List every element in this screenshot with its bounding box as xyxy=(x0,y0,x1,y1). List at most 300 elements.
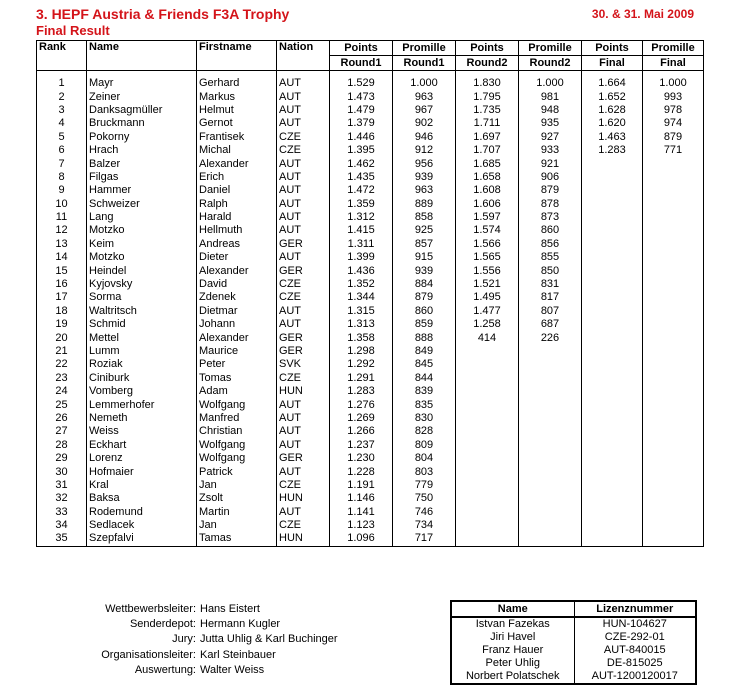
cell-rank: 2 xyxy=(37,90,87,103)
cell-rank: 16 xyxy=(37,278,87,291)
cell-nation: AUT xyxy=(277,104,330,117)
col-points-r1: Points xyxy=(330,41,393,56)
cell-promille-r2: 850 xyxy=(519,264,582,277)
cell-points-r1: 1.298 xyxy=(330,345,393,358)
cell-nation: AUT xyxy=(277,439,330,452)
cell-promille-r1: 956 xyxy=(393,157,456,170)
cell-promille-r2: 856 xyxy=(519,238,582,251)
cell-promille-r1: 835 xyxy=(393,398,456,411)
table-row xyxy=(37,465,704,478)
cell-rank: 22 xyxy=(37,358,87,371)
cell-points-final xyxy=(582,331,643,344)
table-row xyxy=(37,90,704,103)
judge-license: AUT-1200120017 xyxy=(574,670,696,684)
cell-rank: 12 xyxy=(37,224,87,237)
cell-rank: 18 xyxy=(37,305,87,318)
judge-row xyxy=(451,644,696,657)
cell-points-final xyxy=(582,278,643,291)
cell-points-r1: 1.141 xyxy=(330,506,393,519)
table-row xyxy=(37,305,704,318)
cell-name: Sorma xyxy=(87,291,197,304)
cell-promille-r2 xyxy=(519,385,582,398)
cell-promille-r1: 844 xyxy=(393,372,456,385)
cell-promille-final xyxy=(643,358,704,371)
cell-points-r1: 1.446 xyxy=(330,131,393,144)
cell-promille-final xyxy=(643,492,704,505)
cell-name: Hammer xyxy=(87,184,197,197)
cell-points-final xyxy=(582,372,643,385)
cell-firstname: Dieter xyxy=(197,251,277,264)
cell-points-r1: 1.473 xyxy=(330,90,393,103)
cell-points-r2: 1.795 xyxy=(456,90,519,103)
cell-promille-final xyxy=(643,412,704,425)
col-nation: Nation xyxy=(277,41,330,71)
cell-rank: 14 xyxy=(37,251,87,264)
cell-name: Heindel xyxy=(87,264,197,277)
cell-promille-final: 879 xyxy=(643,131,704,144)
cell-promille-r2 xyxy=(519,358,582,371)
sub-round2-promille: Round2 xyxy=(519,56,582,71)
cell-nation: AUT xyxy=(277,211,330,224)
cell-nation: AUT xyxy=(277,171,330,184)
cell-rank: 30 xyxy=(37,465,87,478)
cell-nation: HUN xyxy=(277,385,330,398)
official-row xyxy=(60,663,338,678)
cell-points-r1: 1.315 xyxy=(330,305,393,318)
cell-nation: AUT xyxy=(277,318,330,331)
cell-name: Schmid xyxy=(87,318,197,331)
cell-firstname: Alexander xyxy=(197,157,277,170)
table-row xyxy=(37,358,704,371)
cell-nation: HUN xyxy=(277,532,330,546)
cell-rank: 32 xyxy=(37,492,87,505)
cell-points-r2 xyxy=(456,452,519,465)
cell-firstname: Martin xyxy=(197,506,277,519)
judge-name: Peter Uhlig xyxy=(451,657,574,670)
cell-name: Eckhart xyxy=(87,439,197,452)
cell-name: Hrach xyxy=(87,144,197,157)
cell-name: Vomberg xyxy=(87,385,197,398)
cell-promille-final xyxy=(643,506,704,519)
cell-promille-r1: 859 xyxy=(393,318,456,331)
cell-name: Pokorny xyxy=(87,131,197,144)
cell-points-r1: 1.269 xyxy=(330,412,393,425)
col-points-r2: Points xyxy=(456,41,519,56)
cell-points-final: 1.463 xyxy=(582,131,643,144)
cell-nation: AUT xyxy=(277,425,330,438)
cell-nation: AUT xyxy=(277,224,330,237)
cell-points-r2 xyxy=(456,345,519,358)
cell-firstname: Jan xyxy=(197,519,277,532)
cell-points-final: 1.628 xyxy=(582,104,643,117)
col-name: Name xyxy=(87,41,197,71)
table-row xyxy=(37,157,704,170)
judges-table xyxy=(450,600,697,685)
cell-promille-r2 xyxy=(519,398,582,411)
table-row xyxy=(37,412,704,425)
cell-rank: 25 xyxy=(37,398,87,411)
table-row xyxy=(37,117,704,130)
cell-rank: 7 xyxy=(37,157,87,170)
cell-points-r1: 1.436 xyxy=(330,264,393,277)
page-title: 3. HEPF Austria & Friends F3A Trophy xyxy=(36,6,290,22)
table-row xyxy=(37,385,704,398)
cell-points-final xyxy=(582,251,643,264)
cell-promille-r1: 828 xyxy=(393,425,456,438)
cell-name: Ciniburk xyxy=(87,372,197,385)
cell-promille-final xyxy=(643,305,704,318)
cell-rank: 29 xyxy=(37,452,87,465)
cell-promille-r1: 912 xyxy=(393,144,456,157)
cell-firstname: Gerhard xyxy=(197,77,277,90)
table-row xyxy=(37,211,704,224)
table-row xyxy=(37,224,704,237)
cell-promille-r1: 946 xyxy=(393,131,456,144)
cell-promille-final xyxy=(643,345,704,358)
judge-name: Norbert Polatschek xyxy=(451,670,574,684)
official-row xyxy=(60,602,338,617)
cell-promille-final xyxy=(643,398,704,411)
cell-rank: 11 xyxy=(37,211,87,224)
cell-points-r1: 1.479 xyxy=(330,104,393,117)
cell-promille-r1: 717 xyxy=(393,532,456,546)
cell-promille-r1: 750 xyxy=(393,492,456,505)
cell-points-r2: 1.597 xyxy=(456,211,519,224)
cell-firstname: Manfred xyxy=(197,412,277,425)
cell-promille-r1: 939 xyxy=(393,171,456,184)
cell-points-r1: 1.228 xyxy=(330,465,393,478)
cell-promille-r1: 804 xyxy=(393,452,456,465)
cell-rank: 27 xyxy=(37,425,87,438)
cell-name: Weiss xyxy=(87,425,197,438)
cell-name: Lorenz xyxy=(87,452,197,465)
cell-promille-r1: 858 xyxy=(393,211,456,224)
cell-points-r2: 1.830 xyxy=(456,77,519,90)
cell-points-final xyxy=(582,452,643,465)
sub-round1-points: Round1 xyxy=(330,56,393,71)
cell-promille-r2: 879 xyxy=(519,184,582,197)
cell-points-r2: 1.608 xyxy=(456,184,519,197)
cell-points-final xyxy=(582,398,643,411)
cell-promille-r2: 948 xyxy=(519,104,582,117)
cell-name: Lang xyxy=(87,211,197,224)
cell-firstname: Harald xyxy=(197,211,277,224)
cell-points-r2: 414 xyxy=(456,331,519,344)
cell-firstname: Zsolt xyxy=(197,492,277,505)
cell-points-r1: 1.311 xyxy=(330,238,393,251)
official-name: Karl Steinbauer xyxy=(200,648,276,661)
cell-promille-r2 xyxy=(519,372,582,385)
col-firstname: Firstname xyxy=(197,41,277,71)
judge-license: HUN-104627 xyxy=(574,617,696,631)
cell-firstname: Wolfgang xyxy=(197,398,277,411)
cell-points-r1: 1.312 xyxy=(330,211,393,224)
cell-rank: 19 xyxy=(37,318,87,331)
judge-name: Istvan Fazekas xyxy=(451,617,574,631)
judge-row xyxy=(451,657,696,670)
cell-promille-r1: 1.000 xyxy=(393,77,456,90)
cell-nation: CZE xyxy=(277,291,330,304)
official-role: Jury: xyxy=(172,633,196,646)
judge-row xyxy=(451,617,696,631)
cell-points-r2 xyxy=(456,479,519,492)
cell-points-r2: 1.566 xyxy=(456,238,519,251)
table-row xyxy=(37,452,704,465)
cell-nation: CZE xyxy=(277,372,330,385)
cell-points-r1: 1.146 xyxy=(330,492,393,505)
cell-promille-final xyxy=(643,184,704,197)
cell-name: Roziak xyxy=(87,358,197,371)
cell-firstname: Michal xyxy=(197,144,277,157)
table-row xyxy=(37,425,704,438)
cell-points-final xyxy=(582,238,643,251)
sub-final-promille: Final xyxy=(643,56,704,71)
cell-points-final: 1.283 xyxy=(582,144,643,157)
cell-promille-final xyxy=(643,519,704,532)
cell-points-r1: 1.276 xyxy=(330,398,393,411)
cell-nation: AUT xyxy=(277,90,330,103)
cell-name: Schweizer xyxy=(87,198,197,211)
cell-points-r2: 1.495 xyxy=(456,291,519,304)
cell-points-final xyxy=(582,358,643,371)
cell-points-final xyxy=(582,224,643,237)
cell-firstname: Alexander xyxy=(197,264,277,277)
cell-promille-final xyxy=(643,465,704,478)
cell-points-final xyxy=(582,171,643,184)
cell-promille-final xyxy=(643,291,704,304)
cell-nation: AUT xyxy=(277,77,330,90)
cell-promille-r2 xyxy=(519,452,582,465)
cell-name: Motzko xyxy=(87,251,197,264)
cell-promille-r1: 915 xyxy=(393,251,456,264)
cell-nation: CZE xyxy=(277,479,330,492)
cell-points-r1: 1.344 xyxy=(330,291,393,304)
col-promille-r2: Promille xyxy=(519,41,582,56)
cell-promille-r2: 906 xyxy=(519,171,582,184)
cell-points-final: 1.664 xyxy=(582,77,643,90)
cell-firstname: Ralph xyxy=(197,198,277,211)
cell-rank: 4 xyxy=(37,117,87,130)
cell-points-final xyxy=(582,305,643,318)
cell-promille-r2 xyxy=(519,439,582,452)
cell-points-r1: 1.462 xyxy=(330,157,393,170)
judges-col-name: Name xyxy=(451,601,574,617)
cell-promille-r2 xyxy=(519,425,582,438)
cell-promille-r2: 935 xyxy=(519,117,582,130)
cell-promille-r1: 889 xyxy=(393,198,456,211)
cell-nation: CZE xyxy=(277,144,330,157)
cell-points-r2: 1.606 xyxy=(456,198,519,211)
table-row xyxy=(37,278,704,291)
cell-firstname: Zdenek xyxy=(197,291,277,304)
cell-nation: AUT xyxy=(277,184,330,197)
col-promille-r1: Promille xyxy=(393,41,456,56)
cell-promille-r1: 860 xyxy=(393,305,456,318)
cell-promille-r2: 807 xyxy=(519,305,582,318)
table-row xyxy=(37,77,704,90)
cell-firstname: Dietmar xyxy=(197,305,277,318)
cell-points-r2: 1.556 xyxy=(456,264,519,277)
cell-points-r2: 1.735 xyxy=(456,104,519,117)
cell-rank: 26 xyxy=(37,412,87,425)
table-row xyxy=(37,318,704,331)
col-rank: Rank xyxy=(37,41,87,71)
cell-rank: 20 xyxy=(37,331,87,344)
cell-name: Kyjovsky xyxy=(87,278,197,291)
cell-promille-r1: 746 xyxy=(393,506,456,519)
cell-firstname: Tomas xyxy=(197,372,277,385)
cell-points-r1: 1.191 xyxy=(330,479,393,492)
official-role: Auswertung: xyxy=(134,663,196,676)
cell-points-r1: 1.237 xyxy=(330,439,393,452)
cell-firstname: Peter xyxy=(197,358,277,371)
cell-points-r2 xyxy=(456,532,519,546)
results-table xyxy=(36,40,704,547)
judge-license: AUT-840015 xyxy=(574,644,696,657)
col-points-final: Points xyxy=(582,41,643,56)
cell-promille-r1: 779 xyxy=(393,479,456,492)
cell-promille-final xyxy=(643,211,704,224)
cell-firstname: Frantisek xyxy=(197,131,277,144)
official-role: Wettbewerbsleiter: xyxy=(105,603,196,615)
sub-round1-promille: Round1 xyxy=(393,56,456,71)
cell-nation: AUT xyxy=(277,117,330,130)
cell-firstname: Tamas xyxy=(197,532,277,546)
cell-firstname: Andreas xyxy=(197,238,277,251)
cell-points-r2 xyxy=(456,492,519,505)
cell-promille-r1: 879 xyxy=(393,291,456,304)
cell-promille-r2: 1.000 xyxy=(519,77,582,90)
cell-nation: GER xyxy=(277,238,330,251)
cell-promille-r1: 963 xyxy=(393,90,456,103)
cell-promille-final xyxy=(643,452,704,465)
cell-points-final: 1.620 xyxy=(582,117,643,130)
cell-points-final xyxy=(582,532,643,546)
table-row xyxy=(37,345,704,358)
cell-promille-final xyxy=(643,372,704,385)
cell-promille-r1: 963 xyxy=(393,184,456,197)
cell-points-r2 xyxy=(456,519,519,532)
cell-rank: 24 xyxy=(37,385,87,398)
cell-points-final xyxy=(582,157,643,170)
cell-rank: 17 xyxy=(37,291,87,304)
table-row xyxy=(37,131,704,144)
cell-promille-r2: 933 xyxy=(519,144,582,157)
table-row xyxy=(37,372,704,385)
cell-promille-r2: 687 xyxy=(519,318,582,331)
cell-points-r2 xyxy=(456,439,519,452)
cell-nation: CZE xyxy=(277,131,330,144)
cell-promille-r2 xyxy=(519,345,582,358)
cell-name: Lemmerhofer xyxy=(87,398,197,411)
page-subtitle: Final Result xyxy=(36,23,110,38)
cell-name: Zeiner xyxy=(87,90,197,103)
cell-promille-r2: 831 xyxy=(519,278,582,291)
table-row xyxy=(37,104,704,117)
cell-nation: AUT xyxy=(277,412,330,425)
judge-name: Jiri Havel xyxy=(451,631,574,644)
cell-rank: 6 xyxy=(37,144,87,157)
cell-points-r2 xyxy=(456,372,519,385)
table-row xyxy=(37,238,704,251)
cell-name: Danksagmüller xyxy=(87,104,197,117)
cell-promille-r1: 734 xyxy=(393,519,456,532)
cell-name: Balzer xyxy=(87,157,197,170)
cell-points-final xyxy=(582,211,643,224)
cell-promille-r1: 830 xyxy=(393,412,456,425)
cell-promille-final xyxy=(643,439,704,452)
cell-firstname: Christian xyxy=(197,425,277,438)
table-row xyxy=(37,439,704,452)
cell-points-r1: 1.395 xyxy=(330,144,393,157)
cell-promille-r2: 878 xyxy=(519,198,582,211)
cell-name: Baksa xyxy=(87,492,197,505)
cell-points-r1: 1.291 xyxy=(330,372,393,385)
event-date: 30. & 31. Mai 2009 xyxy=(591,7,694,21)
cell-name: Filgas xyxy=(87,171,197,184)
cell-nation: GER xyxy=(277,331,330,344)
table-row xyxy=(37,184,704,197)
cell-points-r2: 1.258 xyxy=(456,318,519,331)
cell-promille-final: 974 xyxy=(643,117,704,130)
cell-points-r2 xyxy=(456,358,519,371)
judges-col-license: Lizenznummer xyxy=(574,601,696,617)
cell-name: Motzko xyxy=(87,224,197,237)
cell-points-r2: 1.707 xyxy=(456,144,519,157)
cell-promille-final: 993 xyxy=(643,90,704,103)
cell-promille-final xyxy=(643,425,704,438)
officials-list xyxy=(60,602,338,678)
cell-rank: 9 xyxy=(37,184,87,197)
cell-firstname: Hellmuth xyxy=(197,224,277,237)
official-name: Walter Weiss xyxy=(200,663,265,676)
cell-promille-r2: 981 xyxy=(519,90,582,103)
cell-points-final: 1.652 xyxy=(582,90,643,103)
official-name: Hans Eistert xyxy=(200,603,260,615)
cell-points-r1: 1.435 xyxy=(330,171,393,184)
cell-name: Rodemund xyxy=(87,506,197,519)
cell-points-final xyxy=(582,465,643,478)
table-row xyxy=(37,198,704,211)
cell-points-r1: 1.292 xyxy=(330,358,393,371)
cell-points-r2: 1.477 xyxy=(456,305,519,318)
cell-nation: AUT xyxy=(277,465,330,478)
cell-name: Lumm xyxy=(87,345,197,358)
cell-promille-final xyxy=(643,479,704,492)
cell-rank: 28 xyxy=(37,439,87,452)
cell-name: Bruckmann xyxy=(87,117,197,130)
cell-promille-final xyxy=(643,278,704,291)
judge-row xyxy=(451,670,696,684)
cell-rank: 5 xyxy=(37,131,87,144)
cell-points-final xyxy=(582,264,643,277)
cell-points-r2 xyxy=(456,506,519,519)
cell-nation: AUT xyxy=(277,506,330,519)
official-row xyxy=(60,648,338,663)
cell-points-r2: 1.658 xyxy=(456,171,519,184)
cell-points-r1: 1.379 xyxy=(330,117,393,130)
cell-rank: 10 xyxy=(37,198,87,211)
cell-points-final xyxy=(582,345,643,358)
cell-name: Keim xyxy=(87,238,197,251)
cell-points-r2 xyxy=(456,425,519,438)
cell-points-r1: 1.266 xyxy=(330,425,393,438)
official-row xyxy=(60,632,338,647)
cell-firstname: Daniel xyxy=(197,184,277,197)
cell-points-final xyxy=(582,385,643,398)
official-name: Hermann Kugler xyxy=(200,618,281,631)
cell-points-r1: 1.230 xyxy=(330,452,393,465)
